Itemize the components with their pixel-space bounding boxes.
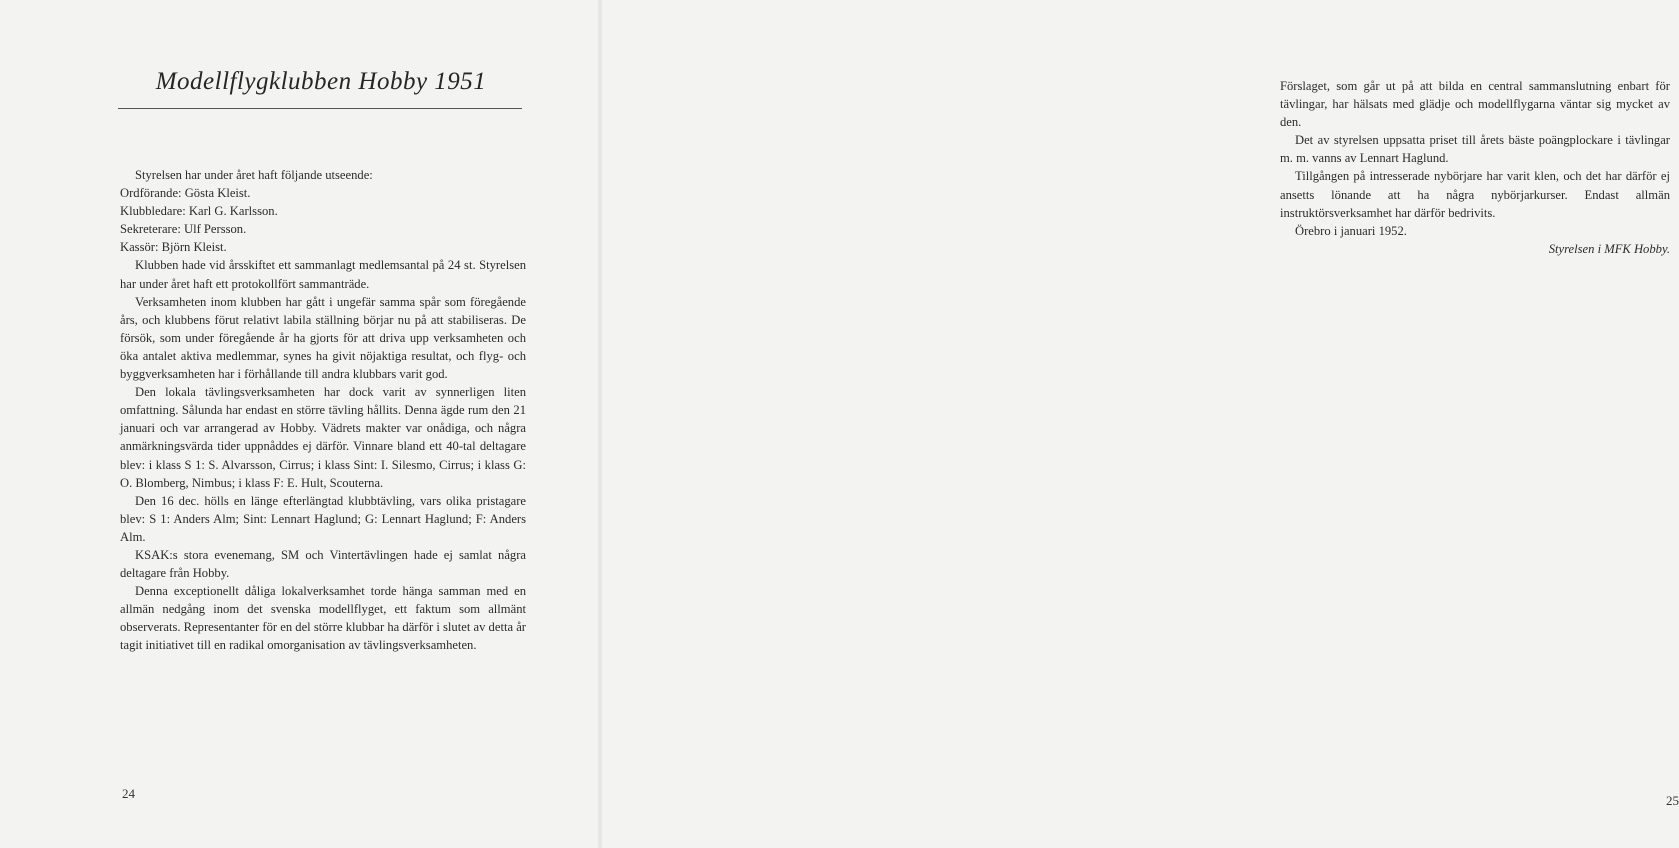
right-text-block	[1280, 77, 1670, 258]
paragraph-decline: Denna exceptionellt dåliga lokalverksamhet torde hänga samman med en allmän nedgång inom det svenska modellflyget, ett faktum som allmänt observerats. Representanter för en del större klubbar ha därför i slutet av detta år tagit initiativet till en radikal omorganisation av tävlingsverksamheten.	[120, 584, 526, 653]
paragraph-beginners: Tillgången på intresserade nybörjare har varit klen, och det har därför ej ansetts lönande att ha några nybörjarkurser. Endast allmän instruktörsverksamhet har därför bedrivits.	[1280, 169, 1670, 220]
paragraph-prize: Det av styrelsen uppsatta priset till årets bäste poängplockare i tävlingar m. m. vanns av Lennart Haglund.	[1280, 133, 1670, 166]
board-treasurer-line: Kassör: Björn Kleist.	[120, 240, 227, 255]
paragraph-club-contest: Den 16 dec. hölls en länge efterlängtad klubbtävling, vars olika pristagare blev: S 1: Anders Alm; Sint: Lennart Haglund; G: Lennart Haglund; F: Anders Alm.	[120, 493, 526, 544]
board-leader-line: Klubbledare: Karl G. Karlsson.	[120, 204, 278, 219]
left-page	[0, 0, 600, 848]
paragraph-activity: Verksamheten inom klubben har gått i ungefär samma spår som föregående års, och klubbens förut relativt labila ställning börjar nu på att stabiliseras. De försök, som under föregående år ha gjorts för att driva upp verksamheten och öka antalet aktiva medlemmar, synes ha givit nöjaktiga resultat, och flyg- och byggverksamheten har i förhållande till andra klubbars varit god.	[120, 294, 526, 382]
page-number-right: 25	[1666, 793, 1679, 808]
board-chairman-line: Ordförande: Gösta Kleist.	[120, 186, 251, 201]
board-intro-line: Styrelsen har under året haft följande utseende:	[135, 168, 373, 182]
paragraph-membership: Klubben hade vid årsskiftet ett sammanlagt medlemsantal på 24 st. Styrelsen har under året haft ett protokollfört sammanträde.	[120, 258, 526, 291]
place-date-line: Örebro i januari 1952.	[1295, 223, 1407, 238]
signature: Styrelsen i MFK Hobby.	[1548, 241, 1670, 256]
left-text-block	[120, 166, 526, 655]
paragraph-competitions: Den lokala tävlingsverksamheten har dock varit av synnerligen liten omfattning. Sålunda har endast en större tävling hållits. Denna ägde rum den 21 januari och var arrangerad av Hobby. Vädrets makter var onådiga, och några anmärkningsvärda tider uppnåddes ej därför. Vinnare bland ett 40-tal deltagare blev: i klass S 1: S. Alvarsson, Cirrus; i klass Sint: I. Silesmo, Cirrus; i klass G: O. Blomberg, Nimbus; i klass F: E. Hult, Scouterna.	[120, 385, 526, 490]
right-page	[600, 0, 1679, 848]
paragraph-ksak: KSAK:s stora evenemang, SM och Vintertävlingen hade ej samlat några deltagare från Hobby.	[120, 547, 526, 581]
title-divider	[118, 108, 522, 109]
paragraph-proposal: Förslaget, som går ut på att bilda en central sammanslutning enbart för tävlingar, har hälsats med glädje och modellflygarna väntar sig mycket av den.	[1280, 79, 1670, 130]
board-secretary-line: Sekreterare: Ulf Persson.	[120, 222, 247, 237]
page-number-left: 24	[122, 786, 135, 801]
page-title: Modellflygklubben Hobby 1951	[155, 68, 487, 95]
